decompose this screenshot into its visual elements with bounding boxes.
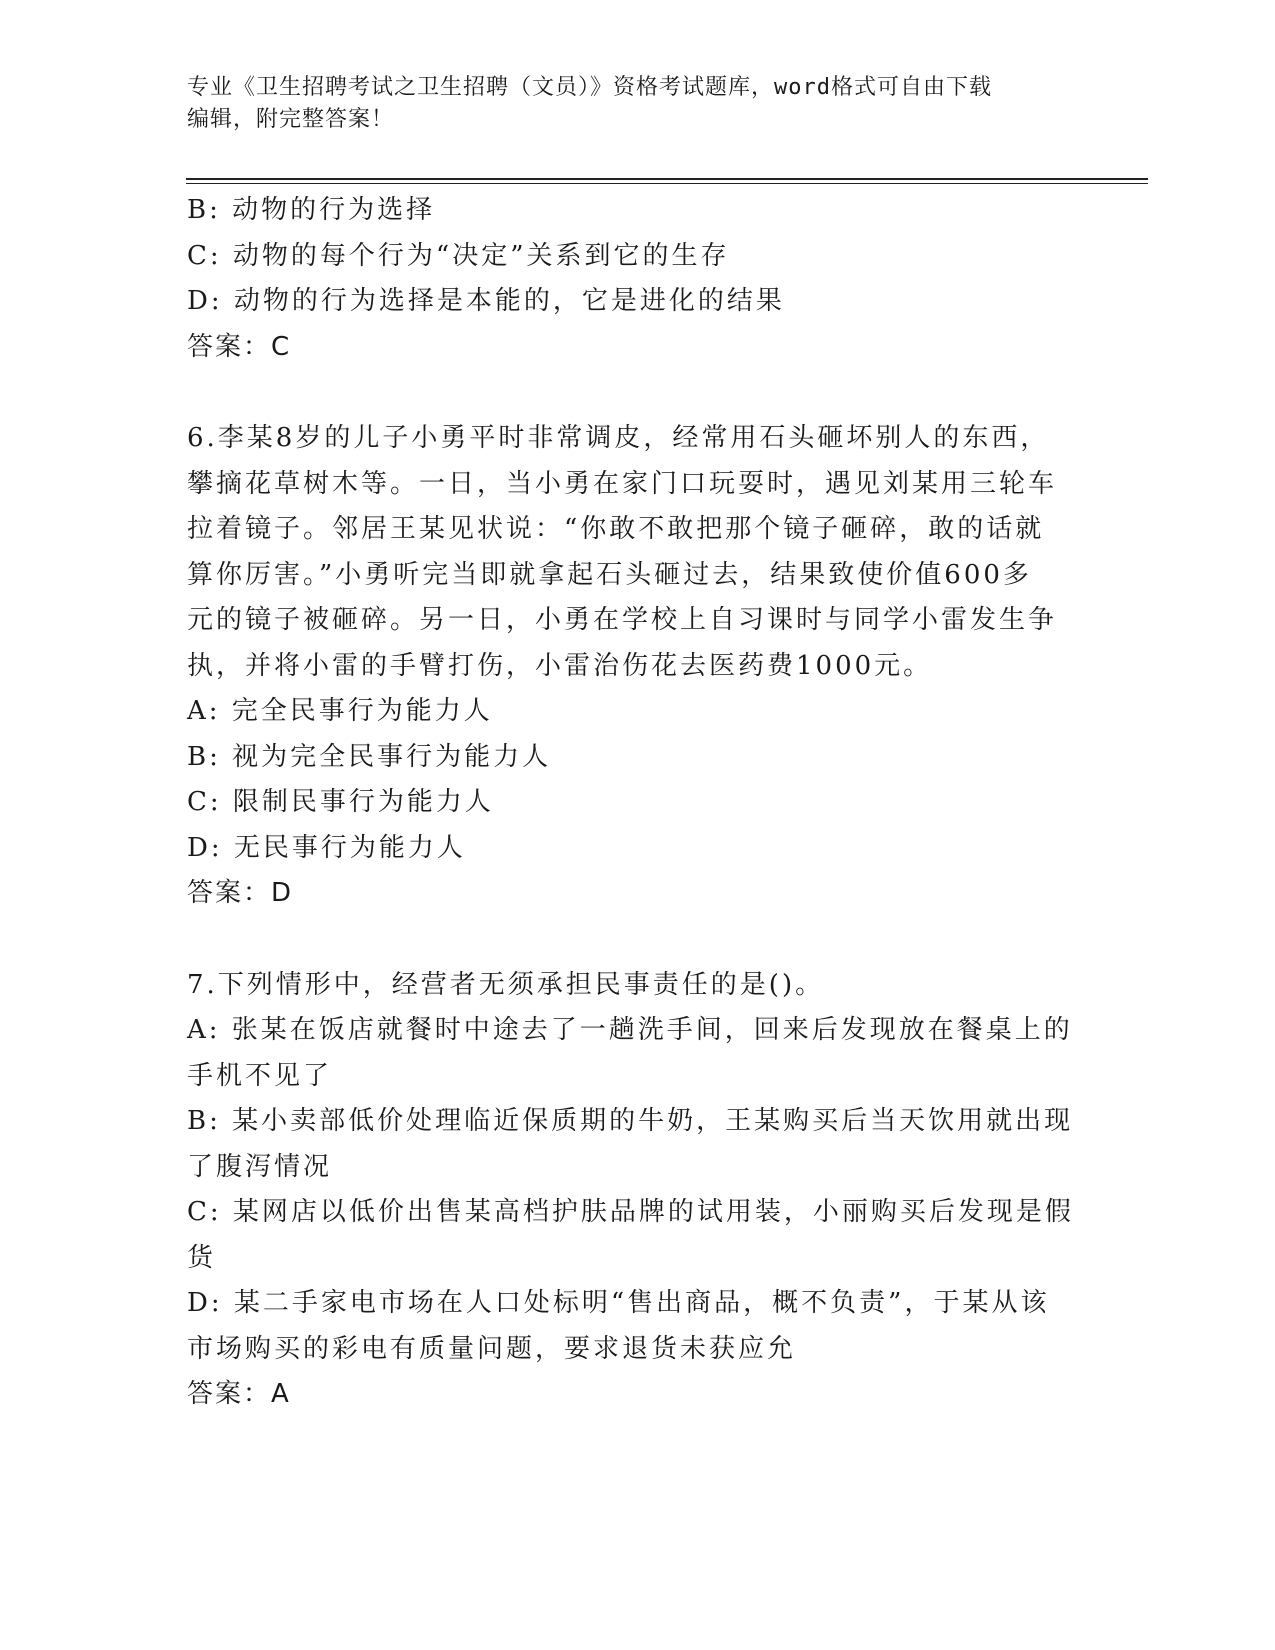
section-gap bbox=[187, 370, 1077, 416]
header-line-2: 编辑，附完整答案！ bbox=[187, 107, 395, 132]
option-d-line-2: 市场购买的彩电有质量问题，要求退货未获应允 bbox=[187, 1333, 797, 1364]
option-b: B: 动物的行为选择 bbox=[187, 195, 436, 225]
header-rule-thick bbox=[186, 178, 1148, 180]
document-body bbox=[187, 188, 1077, 1418]
question-stem-line: 攀摘花草树木等。一日，当小勇在家门口玩耍时，遇见刘某用三轮车 bbox=[187, 468, 1058, 499]
document-header bbox=[187, 72, 1087, 136]
question-stem-line: 6.李某8岁的儿子小勇平时非常调皮，经常用石头砸坏别人的东西， bbox=[187, 423, 1050, 453]
option-d: D: 动物的行为选择是本能的，它是进化的结果 bbox=[187, 286, 785, 316]
option-c-line-2: 货 bbox=[187, 1242, 217, 1273]
option-a-line-1: A: 张某在饭店就餐时中途去了一趟洗手间，回来后发现放在餐桌上的 bbox=[187, 1015, 1073, 1045]
option-c: C: 限制民事行为能力人 bbox=[187, 787, 494, 817]
option-a-line-2: 手机不见了 bbox=[187, 1060, 333, 1091]
option-b-line-2: 了腹泻情况 bbox=[187, 1151, 333, 1182]
question-6 bbox=[187, 416, 1077, 917]
question-stem-line: 拉着镜子。邻居王某见状说：“你敢不敢把那个镜子砸碎，敢的话就 bbox=[187, 514, 1045, 544]
option-b-line-1: B: 某小卖部低价处理临近保质期的牛奶，王某购买后当天饮用就出现 bbox=[187, 1106, 1074, 1136]
question-stem: 7.下列情形中，经营者无须承担民事责任的是()。 bbox=[187, 969, 825, 1000]
option-b: B: 视为完全民事行为能力人 bbox=[187, 741, 552, 772]
option-c: C: 动物的每个行为“决定”关系到它的生存 bbox=[187, 240, 730, 271]
question-stem-line: 算你厉害。”小勇听完当即就拿起石头砸过去，结果致使价值600多 bbox=[187, 559, 1032, 590]
header-line-1: 专业《卫生招聘考试之卫生招聘（文员）》资格考试题库，word格式可自由下载 bbox=[187, 75, 992, 100]
answer-line: 答案：C bbox=[187, 331, 292, 362]
question-stem-line: 执，并将小雷的手臂打伤，小雷治伤花去医药费1000元。 bbox=[187, 650, 933, 681]
option-c-line-1: C: 某网店以低价出售某高档护肤品牌的试用装，小丽购买后发现是假 bbox=[187, 1197, 1074, 1227]
question-stem-line: 元的镜子被砸碎。另一日，小勇在学校上自习课时与同学小雷发生争 bbox=[187, 605, 1058, 635]
answer-line: 答案：A bbox=[187, 1379, 291, 1409]
option-d-line-1: D: 某二手家电市场在人口处标明“售出商品，概不负责”，于某从该 bbox=[187, 1288, 1050, 1318]
header-rule-thin bbox=[186, 183, 1148, 184]
question-5-tail bbox=[187, 188, 1077, 370]
section-gap bbox=[187, 917, 1077, 963]
option-d: D: 无民事行为能力人 bbox=[187, 832, 466, 863]
question-7 bbox=[187, 963, 1077, 1418]
option-a: A: 完全民事行为能力人 bbox=[187, 696, 493, 726]
answer-line: 答案：D bbox=[187, 878, 294, 908]
